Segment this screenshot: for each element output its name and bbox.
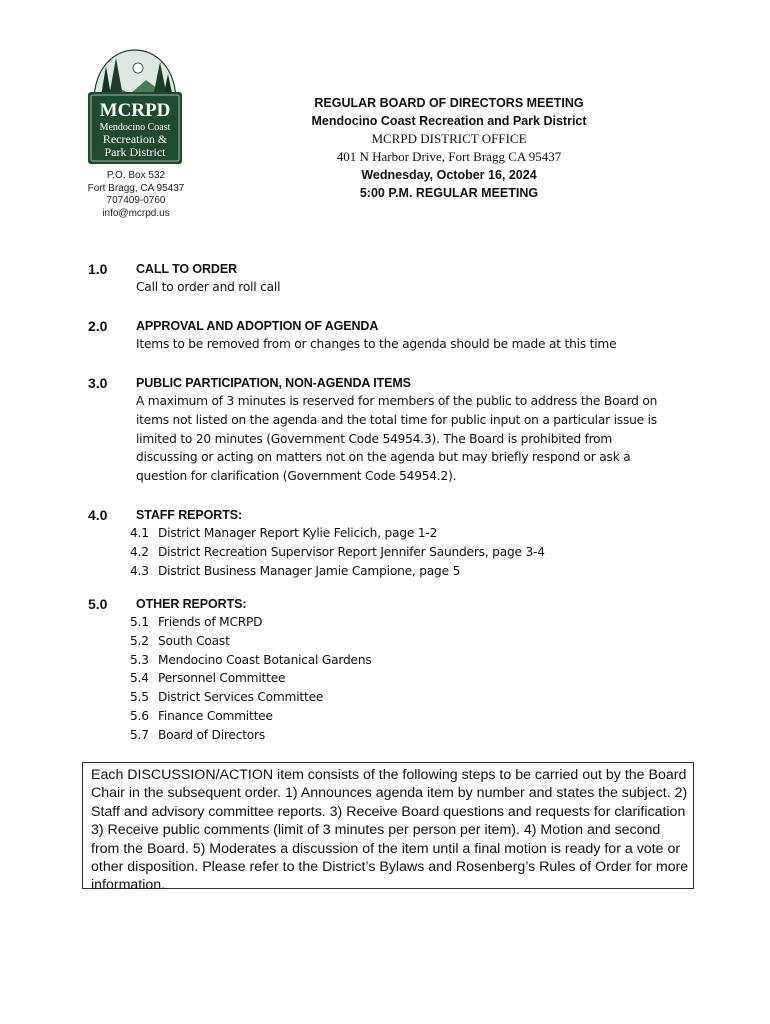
subitem-text: District Services Committee bbox=[158, 690, 324, 705]
item-title: CALL TO ORDER bbox=[136, 262, 238, 276]
subitem-number: 5.1 bbox=[130, 615, 149, 629]
logo-line-1: Mendocino Coast bbox=[99, 122, 171, 133]
item-number: 2.0 bbox=[88, 318, 108, 334]
district-name: Mendocino Coast Recreation and Park District bbox=[311, 114, 587, 128]
item-description: Items to be removed from or changes to the agenda should be made at this time bbox=[136, 337, 617, 351]
list-item bbox=[130, 669, 285, 688]
subitem-text: South Coast bbox=[158, 633, 230, 648]
item-number: 4.0 bbox=[88, 507, 108, 523]
subitem-text: District Business Manager Jamie Campione, page 5 bbox=[158, 563, 461, 578]
meeting-title: REGULAR BOARD OF DIRECTORS MEETING bbox=[314, 96, 584, 110]
subitem-number: 4.1 bbox=[130, 526, 149, 540]
list-item bbox=[130, 543, 545, 562]
subitem-number: 5.5 bbox=[130, 690, 149, 705]
subitem-text: District Recreation Supervisor Report Jennifer Saunders, page 3-4 bbox=[158, 544, 545, 559]
subitem-number: 5.3 bbox=[130, 652, 149, 667]
subitem-text: District Manager Report Kylie Felicich, page 1-2 bbox=[158, 526, 438, 540]
subitem-text: Board of Directors bbox=[158, 727, 266, 742]
logo-acronym: MCRPD bbox=[99, 100, 171, 121]
list-item bbox=[130, 726, 265, 745]
item-description: A maximum of 3 minutes is reserved for members of the public to address the Board on items not listed on the agenda and the total time for public input on a particular issue is limited to 20 minutes (Government Code 54954.3). The Board is prohibited from discussing or acting on matters not on the agenda but may briefly respond or ask a question for clarification (Government Code 54954.2). bbox=[136, 394, 658, 484]
email: info@mcrpd.us bbox=[102, 207, 170, 219]
subitem-number: 5.6 bbox=[130, 709, 149, 723]
logo-graphic bbox=[86, 46, 184, 170]
po-box: P.O. Box 532 bbox=[106, 170, 166, 181]
item-number: 1.0 bbox=[88, 261, 108, 277]
list-item bbox=[130, 707, 273, 726]
subitem-number: 4.2 bbox=[130, 544, 149, 559]
subitem-number: 5.2 bbox=[130, 633, 149, 648]
logo-line-2: Recreation & bbox=[102, 132, 168, 146]
list-item bbox=[130, 613, 262, 632]
subitem-text: Personnel Committee bbox=[158, 671, 286, 686]
subitem-text: Friends of MCRPD bbox=[158, 615, 263, 629]
item-title: STAFF REPORTS: bbox=[136, 508, 243, 522]
subitem-number: 5.7 bbox=[130, 727, 149, 742]
subitem-number: 5.4 bbox=[130, 671, 149, 686]
item-title: OTHER REPORTS: bbox=[136, 597, 247, 611]
logo-line-3: Park District bbox=[104, 145, 166, 159]
item-title: PUBLIC PARTICIPATION, NON-AGENDA ITEMS bbox=[136, 376, 411, 390]
contact-block bbox=[78, 170, 194, 220]
list-item bbox=[130, 688, 323, 707]
list-item bbox=[130, 651, 372, 670]
list-item bbox=[130, 632, 230, 651]
meeting-date: Wednesday, October 16, 2024 bbox=[361, 168, 537, 182]
office-name: MCRPD DISTRICT OFFICE bbox=[371, 131, 527, 146]
item-title: APPROVAL AND ADOPTION OF AGENDA bbox=[136, 319, 379, 333]
meeting-header bbox=[260, 94, 638, 202]
mcrpd-logo bbox=[86, 46, 184, 170]
subitem-number: 4.3 bbox=[130, 563, 149, 578]
subitem-text: Finance Committee bbox=[158, 709, 273, 723]
item-description: Call to order and roll call bbox=[136, 280, 281, 294]
item-number: 3.0 bbox=[88, 375, 108, 391]
phone: 707409-0760 bbox=[106, 195, 166, 206]
subitem-text: Mendocino Coast Botanical Gardens bbox=[158, 652, 372, 667]
item-number: 5.0 bbox=[88, 596, 108, 612]
office-address: 401 N Harbor Drive, Fort Bragg CA 95437 bbox=[336, 149, 562, 164]
meeting-time: 5:00 P.M. REGULAR MEETING bbox=[359, 186, 539, 200]
list-item bbox=[130, 524, 437, 543]
procedure-note: Each DISCUSSION/ACTION item consists of the following steps to be carried out by the Board Chair in the subsequent order. 1) Announces agenda item by number and states the subject. 2) Staff and advisory committee reports. 3) Receive Board questions and requests for clarification 3) Receive public comments (limit of 3 minutes per person per item). 4) Motion and second from the Board. 5) Moderates a discussion of the item until a final motion is ready for a vote or other disposition. Please refer to the District’s Bylaws and Rosenberg’s Rules of Order for more information. bbox=[82, 762, 694, 889]
list-item bbox=[130, 562, 460, 581]
city-state: Fort Bragg, CA 95437 bbox=[87, 182, 185, 194]
